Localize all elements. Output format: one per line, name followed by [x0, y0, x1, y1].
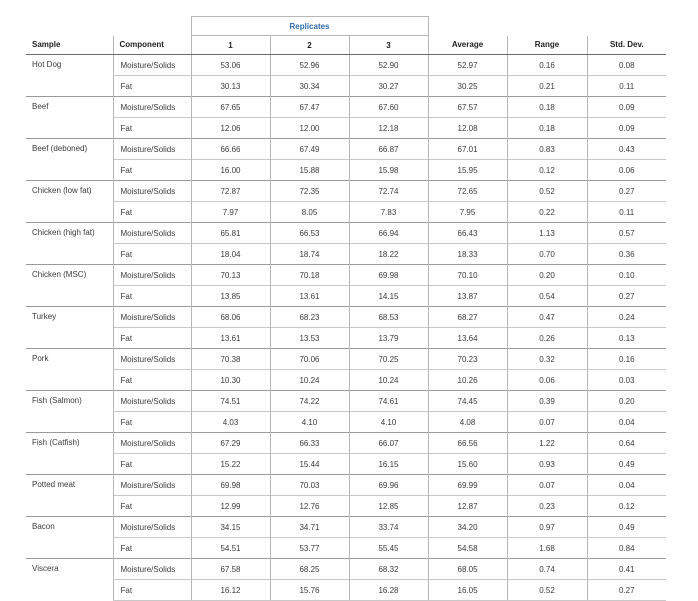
- group-header-spacer: [26, 17, 113, 36]
- component-cell: Fat: [113, 202, 191, 223]
- range-cell: 0.93: [507, 454, 587, 475]
- std-dev-cell: 0.09: [587, 97, 666, 118]
- average-cell: 10.26: [428, 370, 507, 391]
- average-cell: 68.05: [428, 559, 507, 580]
- table-row: [26, 307, 666, 328]
- replicate-1-cell: 34.15: [191, 517, 270, 538]
- table-row: [26, 496, 666, 517]
- header-replicate-2: 2: [270, 36, 349, 55]
- std-dev-cell: 0.84: [587, 538, 666, 559]
- range-cell: 0.18: [507, 97, 587, 118]
- replicate-1-cell: 70.13: [191, 265, 270, 286]
- std-dev-cell: 0.36: [587, 244, 666, 265]
- std-dev-cell: 0.24: [587, 307, 666, 328]
- average-cell: 15.95: [428, 160, 507, 181]
- table-row: [26, 475, 666, 496]
- replicate-1-cell: 67.58: [191, 559, 270, 580]
- replicate-1-cell: 67.65: [191, 97, 270, 118]
- header-replicate-1: 1: [191, 36, 270, 55]
- replicate-1-cell: 66.66: [191, 139, 270, 160]
- replicate-1-cell: 69.98: [191, 475, 270, 496]
- table-row: [26, 223, 666, 244]
- replicate-1-cell: 4.03: [191, 412, 270, 433]
- replicate-2-cell: 34.71: [270, 517, 349, 538]
- replicate-3-cell: 12.18: [349, 118, 428, 139]
- replicate-3-cell: 33.74: [349, 517, 428, 538]
- table-row: [26, 433, 666, 454]
- average-cell: 69.99: [428, 475, 507, 496]
- std-dev-cell: 0.27: [587, 181, 666, 202]
- range-cell: 0.22: [507, 202, 587, 223]
- table-row: [26, 97, 666, 118]
- header-sample: Sample: [26, 36, 113, 55]
- std-dev-cell: 0.04: [587, 475, 666, 496]
- replicate-2-cell: 18.74: [270, 244, 349, 265]
- average-cell: 74.45: [428, 391, 507, 412]
- table-row: [26, 349, 666, 370]
- replicate-2-cell: 70.03: [270, 475, 349, 496]
- replicate-1-cell: 13.85: [191, 286, 270, 307]
- range-cell: 1.22: [507, 433, 587, 454]
- component-cell: Fat: [113, 328, 191, 349]
- range-cell: 0.52: [507, 181, 587, 202]
- std-dev-cell: 0.64: [587, 433, 666, 454]
- replicate-3-cell: 16.15: [349, 454, 428, 475]
- replicate-1-cell: 53.06: [191, 55, 270, 76]
- table-row: [26, 370, 666, 391]
- replicate-1-cell: 13.61: [191, 328, 270, 349]
- average-cell: 13.87: [428, 286, 507, 307]
- replicate-2-cell: 74.22: [270, 391, 349, 412]
- replicate-3-cell: 12.85: [349, 496, 428, 517]
- range-cell: 0.07: [507, 412, 587, 433]
- replicate-3-cell: 4.10: [349, 412, 428, 433]
- group-header-spacer: [428, 17, 507, 36]
- column-header-row: [26, 36, 666, 55]
- component-cell: Moisture/Solids: [113, 181, 191, 202]
- component-cell: Fat: [113, 412, 191, 433]
- replicate-1-cell: 7.97: [191, 202, 270, 223]
- replicate-3-cell: 67.60: [349, 97, 428, 118]
- range-cell: 0.23: [507, 496, 587, 517]
- std-dev-cell: 0.10: [587, 265, 666, 286]
- average-cell: 30.25: [428, 76, 507, 97]
- average-cell: 34.20: [428, 517, 507, 538]
- replicate-1-cell: 72.87: [191, 181, 270, 202]
- replicate-3-cell: 70.25: [349, 349, 428, 370]
- range-cell: 0.18: [507, 118, 587, 139]
- table-row: [26, 76, 666, 97]
- sample-name-cell: Viscera: [26, 559, 113, 601]
- table-row: [26, 139, 666, 160]
- average-cell: 68.27: [428, 307, 507, 328]
- component-cell: Moisture/Solids: [113, 433, 191, 454]
- average-cell: 66.43: [428, 223, 507, 244]
- replicate-3-cell: 69.96: [349, 475, 428, 496]
- replicate-3-cell: 16.28: [349, 580, 428, 601]
- component-cell: Fat: [113, 76, 191, 97]
- replicate-2-cell: 30.34: [270, 76, 349, 97]
- component-cell: Fat: [113, 538, 191, 559]
- replicate-3-cell: 68.53: [349, 307, 428, 328]
- component-cell: Fat: [113, 118, 191, 139]
- std-dev-cell: 0.49: [587, 454, 666, 475]
- average-cell: 4.08: [428, 412, 507, 433]
- std-dev-cell: 0.08: [587, 55, 666, 76]
- replicate-1-cell: 16.12: [191, 580, 270, 601]
- sample-name-cell: Beef (deboned): [26, 139, 113, 181]
- component-cell: Fat: [113, 160, 191, 181]
- component-cell: Moisture/Solids: [113, 97, 191, 118]
- range-cell: 0.20: [507, 265, 587, 286]
- std-dev-cell: 0.12: [587, 496, 666, 517]
- component-cell: Moisture/Solids: [113, 559, 191, 580]
- replicate-2-cell: 68.25: [270, 559, 349, 580]
- replicate-3-cell: 7.83: [349, 202, 428, 223]
- range-cell: 0.12: [507, 160, 587, 181]
- header-replicate-3: 3: [349, 36, 428, 55]
- std-dev-cell: 0.06: [587, 160, 666, 181]
- range-cell: 0.70: [507, 244, 587, 265]
- replicate-2-cell: 13.61: [270, 286, 349, 307]
- std-dev-cell: 0.20: [587, 391, 666, 412]
- component-cell: Fat: [113, 244, 191, 265]
- std-dev-cell: 0.09: [587, 118, 666, 139]
- average-cell: 18.33: [428, 244, 507, 265]
- std-dev-cell: 0.13: [587, 328, 666, 349]
- replicate-1-cell: 18.04: [191, 244, 270, 265]
- replicate-2-cell: 66.53: [270, 223, 349, 244]
- average-cell: 13.64: [428, 328, 507, 349]
- component-cell: Moisture/Solids: [113, 475, 191, 496]
- average-cell: 7.95: [428, 202, 507, 223]
- sample-name-cell: Chicken (MSC): [26, 265, 113, 307]
- replicate-3-cell: 52.90: [349, 55, 428, 76]
- average-cell: 16.05: [428, 580, 507, 601]
- sample-name-cell: Beef: [26, 97, 113, 139]
- range-cell: 0.54: [507, 286, 587, 307]
- component-cell: Fat: [113, 580, 191, 601]
- component-cell: Moisture/Solids: [113, 223, 191, 244]
- replicate-2-cell: 67.49: [270, 139, 349, 160]
- replicate-2-cell: 15.76: [270, 580, 349, 601]
- table-row: [26, 118, 666, 139]
- replicate-1-cell: 74.51: [191, 391, 270, 412]
- sample-name-cell: Fish (Salmon): [26, 391, 113, 433]
- table-row: [26, 160, 666, 181]
- table-row: [26, 244, 666, 265]
- table-row: [26, 328, 666, 349]
- replicate-2-cell: 4.10: [270, 412, 349, 433]
- range-cell: 0.39: [507, 391, 587, 412]
- component-cell: Moisture/Solids: [113, 307, 191, 328]
- table-row: [26, 412, 666, 433]
- std-dev-cell: 0.49: [587, 517, 666, 538]
- replicate-2-cell: 70.18: [270, 265, 349, 286]
- average-cell: 70.23: [428, 349, 507, 370]
- group-header-spacer: [587, 17, 666, 36]
- replicate-2-cell: 67.47: [270, 97, 349, 118]
- group-header-spacer: [507, 17, 587, 36]
- component-cell: Fat: [113, 286, 191, 307]
- table-row: [26, 559, 666, 580]
- table-row: [26, 517, 666, 538]
- table-row: [26, 181, 666, 202]
- average-cell: 66.56: [428, 433, 507, 454]
- table-body: [26, 55, 666, 601]
- table-row: [26, 454, 666, 475]
- replicate-3-cell: 13.79: [349, 328, 428, 349]
- replicate-1-cell: 54.51: [191, 538, 270, 559]
- replicate-3-cell: 68.32: [349, 559, 428, 580]
- std-dev-cell: 0.27: [587, 286, 666, 307]
- replicate-1-cell: 10.30: [191, 370, 270, 391]
- average-cell: 67.01: [428, 139, 507, 160]
- component-cell: Moisture/Solids: [113, 55, 191, 76]
- component-cell: Fat: [113, 454, 191, 475]
- sample-name-cell: Hot Dog: [26, 55, 113, 97]
- average-cell: 52.97: [428, 55, 507, 76]
- average-cell: 12.08: [428, 118, 507, 139]
- table-row: [26, 391, 666, 412]
- replicate-2-cell: 10.24: [270, 370, 349, 391]
- header-average: Average: [428, 36, 507, 55]
- component-cell: Moisture/Solids: [113, 139, 191, 160]
- replicate-2-cell: 66.33: [270, 433, 349, 454]
- replicate-3-cell: 55.45: [349, 538, 428, 559]
- std-dev-cell: 0.43: [587, 139, 666, 160]
- range-cell: 0.21: [507, 76, 587, 97]
- replicate-1-cell: 68.06: [191, 307, 270, 328]
- replicate-2-cell: 12.76: [270, 496, 349, 517]
- replicates-group-header: Replicates: [191, 17, 428, 36]
- replicate-1-cell: 16.00: [191, 160, 270, 181]
- group-header-row: [26, 17, 666, 36]
- component-cell: Moisture/Solids: [113, 265, 191, 286]
- replicate-3-cell: 72.74: [349, 181, 428, 202]
- replicate-1-cell: 67.29: [191, 433, 270, 454]
- average-cell: 72.65: [428, 181, 507, 202]
- std-dev-cell: 0.41: [587, 559, 666, 580]
- component-cell: Moisture/Solids: [113, 349, 191, 370]
- replicate-2-cell: 53.77: [270, 538, 349, 559]
- sample-name-cell: Fish (Catfish): [26, 433, 113, 475]
- replicate-3-cell: 18.22: [349, 244, 428, 265]
- replicate-3-cell: 10.24: [349, 370, 428, 391]
- range-cell: 0.97: [507, 517, 587, 538]
- average-cell: 70.10: [428, 265, 507, 286]
- replicate-3-cell: 66.07: [349, 433, 428, 454]
- replicate-1-cell: 30.13: [191, 76, 270, 97]
- average-cell: 15.60: [428, 454, 507, 475]
- range-cell: 0.16: [507, 55, 587, 76]
- std-dev-cell: 0.11: [587, 76, 666, 97]
- sample-name-cell: Pork: [26, 349, 113, 391]
- range-cell: 1.68: [507, 538, 587, 559]
- replicate-3-cell: 14.15: [349, 286, 428, 307]
- replicate-3-cell: 74.61: [349, 391, 428, 412]
- std-dev-cell: 0.57: [587, 223, 666, 244]
- average-cell: 12.87: [428, 496, 507, 517]
- table-row: [26, 286, 666, 307]
- component-cell: Moisture/Solids: [113, 391, 191, 412]
- group-header-spacer: [113, 17, 191, 36]
- table-row: [26, 265, 666, 286]
- table-row: [26, 202, 666, 223]
- replicate-2-cell: 70.06: [270, 349, 349, 370]
- replicate-2-cell: 72.35: [270, 181, 349, 202]
- header-component: Component: [113, 36, 191, 55]
- header-std-dev: Std. Dev.: [587, 36, 666, 55]
- table-row: [26, 55, 666, 76]
- std-dev-cell: 0.27: [587, 580, 666, 601]
- replicate-1-cell: 12.06: [191, 118, 270, 139]
- std-dev-cell: 0.16: [587, 349, 666, 370]
- replicate-2-cell: 8.05: [270, 202, 349, 223]
- range-cell: 0.06: [507, 370, 587, 391]
- component-cell: Fat: [113, 370, 191, 391]
- replicate-3-cell: 66.87: [349, 139, 428, 160]
- sample-name-cell: Chicken (high fat): [26, 223, 113, 265]
- table-row: [26, 580, 666, 601]
- replicate-3-cell: 66.94: [349, 223, 428, 244]
- range-cell: 1.13: [507, 223, 587, 244]
- replicate-3-cell: 69.98: [349, 265, 428, 286]
- header-range: Range: [507, 36, 587, 55]
- replicate-2-cell: 13.53: [270, 328, 349, 349]
- replicate-3-cell: 15.98: [349, 160, 428, 181]
- range-cell: 0.74: [507, 559, 587, 580]
- average-cell: 67.57: [428, 97, 507, 118]
- average-cell: 54.58: [428, 538, 507, 559]
- sample-name-cell: Chicken (low fat): [26, 181, 113, 223]
- replicate-2-cell: 15.88: [270, 160, 349, 181]
- range-cell: 0.47: [507, 307, 587, 328]
- replicate-1-cell: 65.81: [191, 223, 270, 244]
- std-dev-cell: 0.03: [587, 370, 666, 391]
- table-row: [26, 538, 666, 559]
- range-cell: 0.52: [507, 580, 587, 601]
- component-cell: Fat: [113, 496, 191, 517]
- results-table: [26, 16, 666, 601]
- replicate-1-cell: 70.38: [191, 349, 270, 370]
- range-cell: 0.32: [507, 349, 587, 370]
- range-cell: 0.26: [507, 328, 587, 349]
- sample-name-cell: Turkey: [26, 307, 113, 349]
- replicate-2-cell: 68.23: [270, 307, 349, 328]
- std-dev-cell: 0.04: [587, 412, 666, 433]
- replicate-2-cell: 15.44: [270, 454, 349, 475]
- sample-name-cell: Bacon: [26, 517, 113, 559]
- replicate-2-cell: 52.96: [270, 55, 349, 76]
- component-cell: Moisture/Solids: [113, 517, 191, 538]
- std-dev-cell: 0.11: [587, 202, 666, 223]
- range-cell: 0.83: [507, 139, 587, 160]
- replicate-1-cell: 15.22: [191, 454, 270, 475]
- replicate-3-cell: 30.27: [349, 76, 428, 97]
- replicate-2-cell: 12.00: [270, 118, 349, 139]
- sample-name-cell: Potted meat: [26, 475, 113, 517]
- replicate-1-cell: 12.99: [191, 496, 270, 517]
- range-cell: 0.07: [507, 475, 587, 496]
- results-table-container: [26, 16, 666, 601]
